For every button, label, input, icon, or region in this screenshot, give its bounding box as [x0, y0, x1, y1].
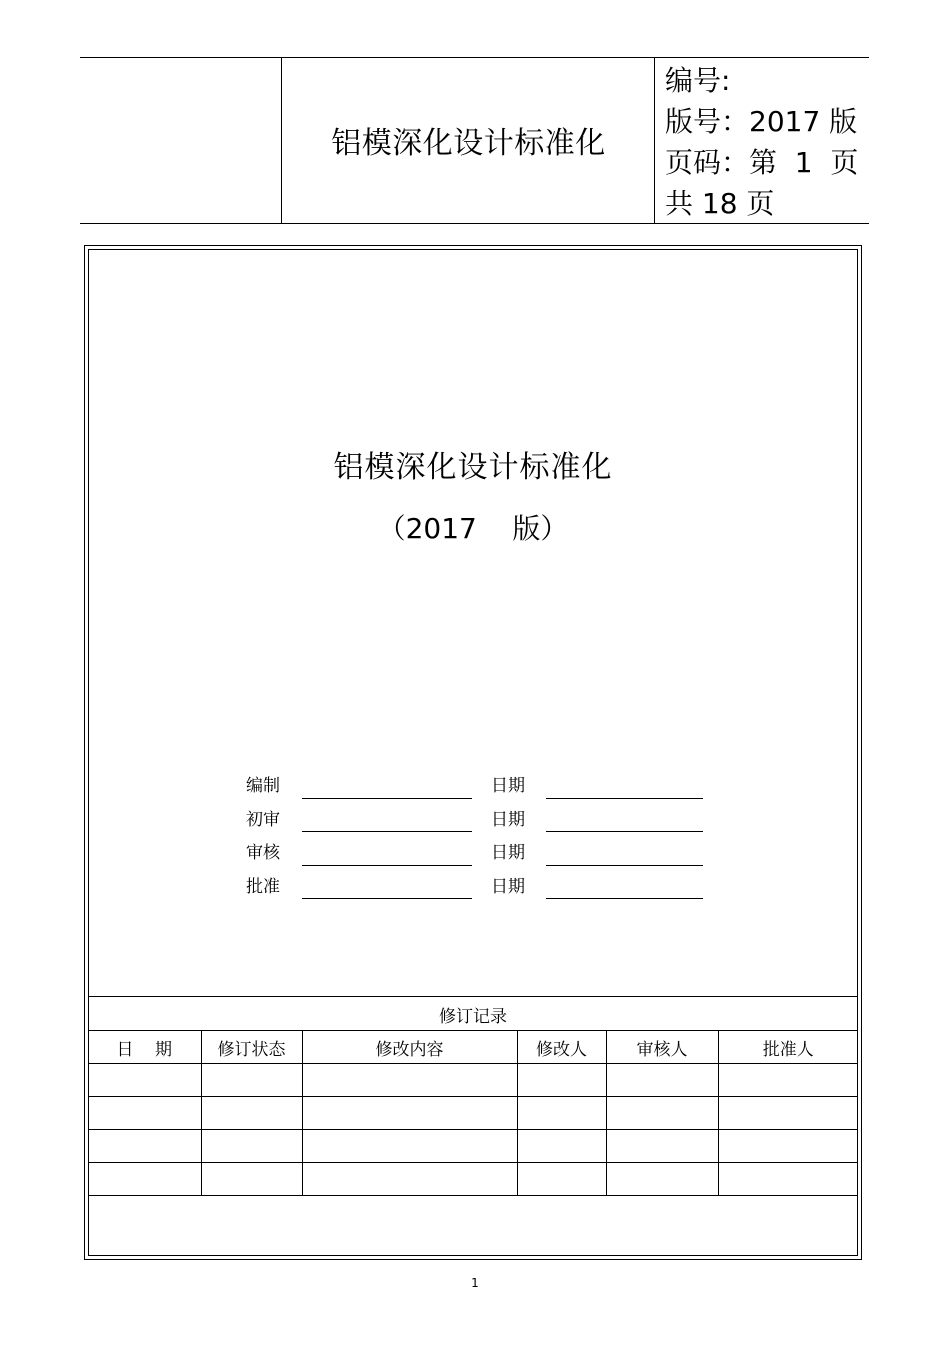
- table-cell[interactable]: [302, 1130, 517, 1163]
- document-title: 铝模深化设计标准化: [333, 450, 613, 485]
- signature-line[interactable]: [302, 898, 472, 899]
- table-cell[interactable]: [201, 1064, 302, 1097]
- header-info: [665, 60, 865, 224]
- date-label: 日期: [491, 877, 525, 897]
- table-cell[interactable]: [517, 1130, 606, 1163]
- date-line[interactable]: [546, 898, 703, 899]
- date-label: 日期: [491, 776, 525, 796]
- signature-line[interactable]: [302, 865, 472, 866]
- table-cell[interactable]: [517, 1097, 606, 1130]
- table-cell[interactable]: [517, 1163, 606, 1196]
- table-cell[interactable]: [302, 1097, 517, 1130]
- revision-header-row: [88, 1031, 858, 1064]
- date-label: 日期: [491, 810, 525, 830]
- revision-table: [88, 1030, 858, 1196]
- revision-title: 修订记录: [439, 1007, 507, 1027]
- signature-role: 审核: [246, 843, 280, 863]
- signature-role: 批准: [246, 877, 280, 897]
- table-cell[interactable]: [201, 1163, 302, 1196]
- document-version: （2017 版）: [377, 512, 569, 545]
- column-header-modifier: 修改人: [517, 1031, 606, 1064]
- column-header-content: 修改内容: [302, 1031, 517, 1064]
- table-row: [88, 1130, 858, 1163]
- table-cell[interactable]: [201, 1097, 302, 1130]
- revision-divider: [88, 996, 858, 997]
- table-cell[interactable]: [88, 1130, 201, 1163]
- signature-role: 编制: [246, 776, 280, 796]
- table-cell[interactable]: [201, 1130, 302, 1163]
- signature-line[interactable]: [302, 831, 472, 832]
- table-cell[interactable]: [606, 1097, 718, 1130]
- table-cell[interactable]: [718, 1130, 858, 1163]
- table-cell[interactable]: [302, 1064, 517, 1097]
- date-line[interactable]: [546, 831, 703, 832]
- table-row: [88, 1097, 858, 1130]
- table-cell[interactable]: [88, 1163, 201, 1196]
- column-header-reviewer: 审核人: [606, 1031, 718, 1064]
- table-cell[interactable]: [606, 1064, 718, 1097]
- date-line[interactable]: [546, 798, 703, 799]
- table-cell[interactable]: [88, 1064, 201, 1097]
- column-header-approver: 批准人: [718, 1031, 858, 1064]
- page-number: 1: [471, 1276, 479, 1290]
- table-cell[interactable]: [718, 1097, 858, 1130]
- table-cell[interactable]: [718, 1064, 858, 1097]
- table-row: [88, 1064, 858, 1097]
- table-cell[interactable]: [718, 1163, 858, 1196]
- column-header-date: 日 期: [88, 1031, 201, 1064]
- table-row: [88, 1163, 858, 1196]
- page-label: 页码：第 1 页: [665, 146, 859, 179]
- header-title: 铝模深化设计标准化: [331, 126, 606, 161]
- signature-role: 初审: [246, 810, 280, 830]
- table-cell[interactable]: [606, 1130, 718, 1163]
- date-label: 日期: [491, 843, 525, 863]
- total-pages-label: 共 18 页: [665, 187, 775, 220]
- table-cell[interactable]: [606, 1163, 718, 1196]
- table-cell[interactable]: [302, 1163, 517, 1196]
- column-header-status: 修订状态: [201, 1031, 302, 1064]
- date-line[interactable]: [546, 865, 703, 866]
- signature-line[interactable]: [302, 798, 472, 799]
- table-cell[interactable]: [88, 1097, 201, 1130]
- version-label: 版号：2017 版: [665, 105, 858, 138]
- code-label: 编号:: [665, 64, 731, 97]
- table-cell[interactable]: [517, 1064, 606, 1097]
